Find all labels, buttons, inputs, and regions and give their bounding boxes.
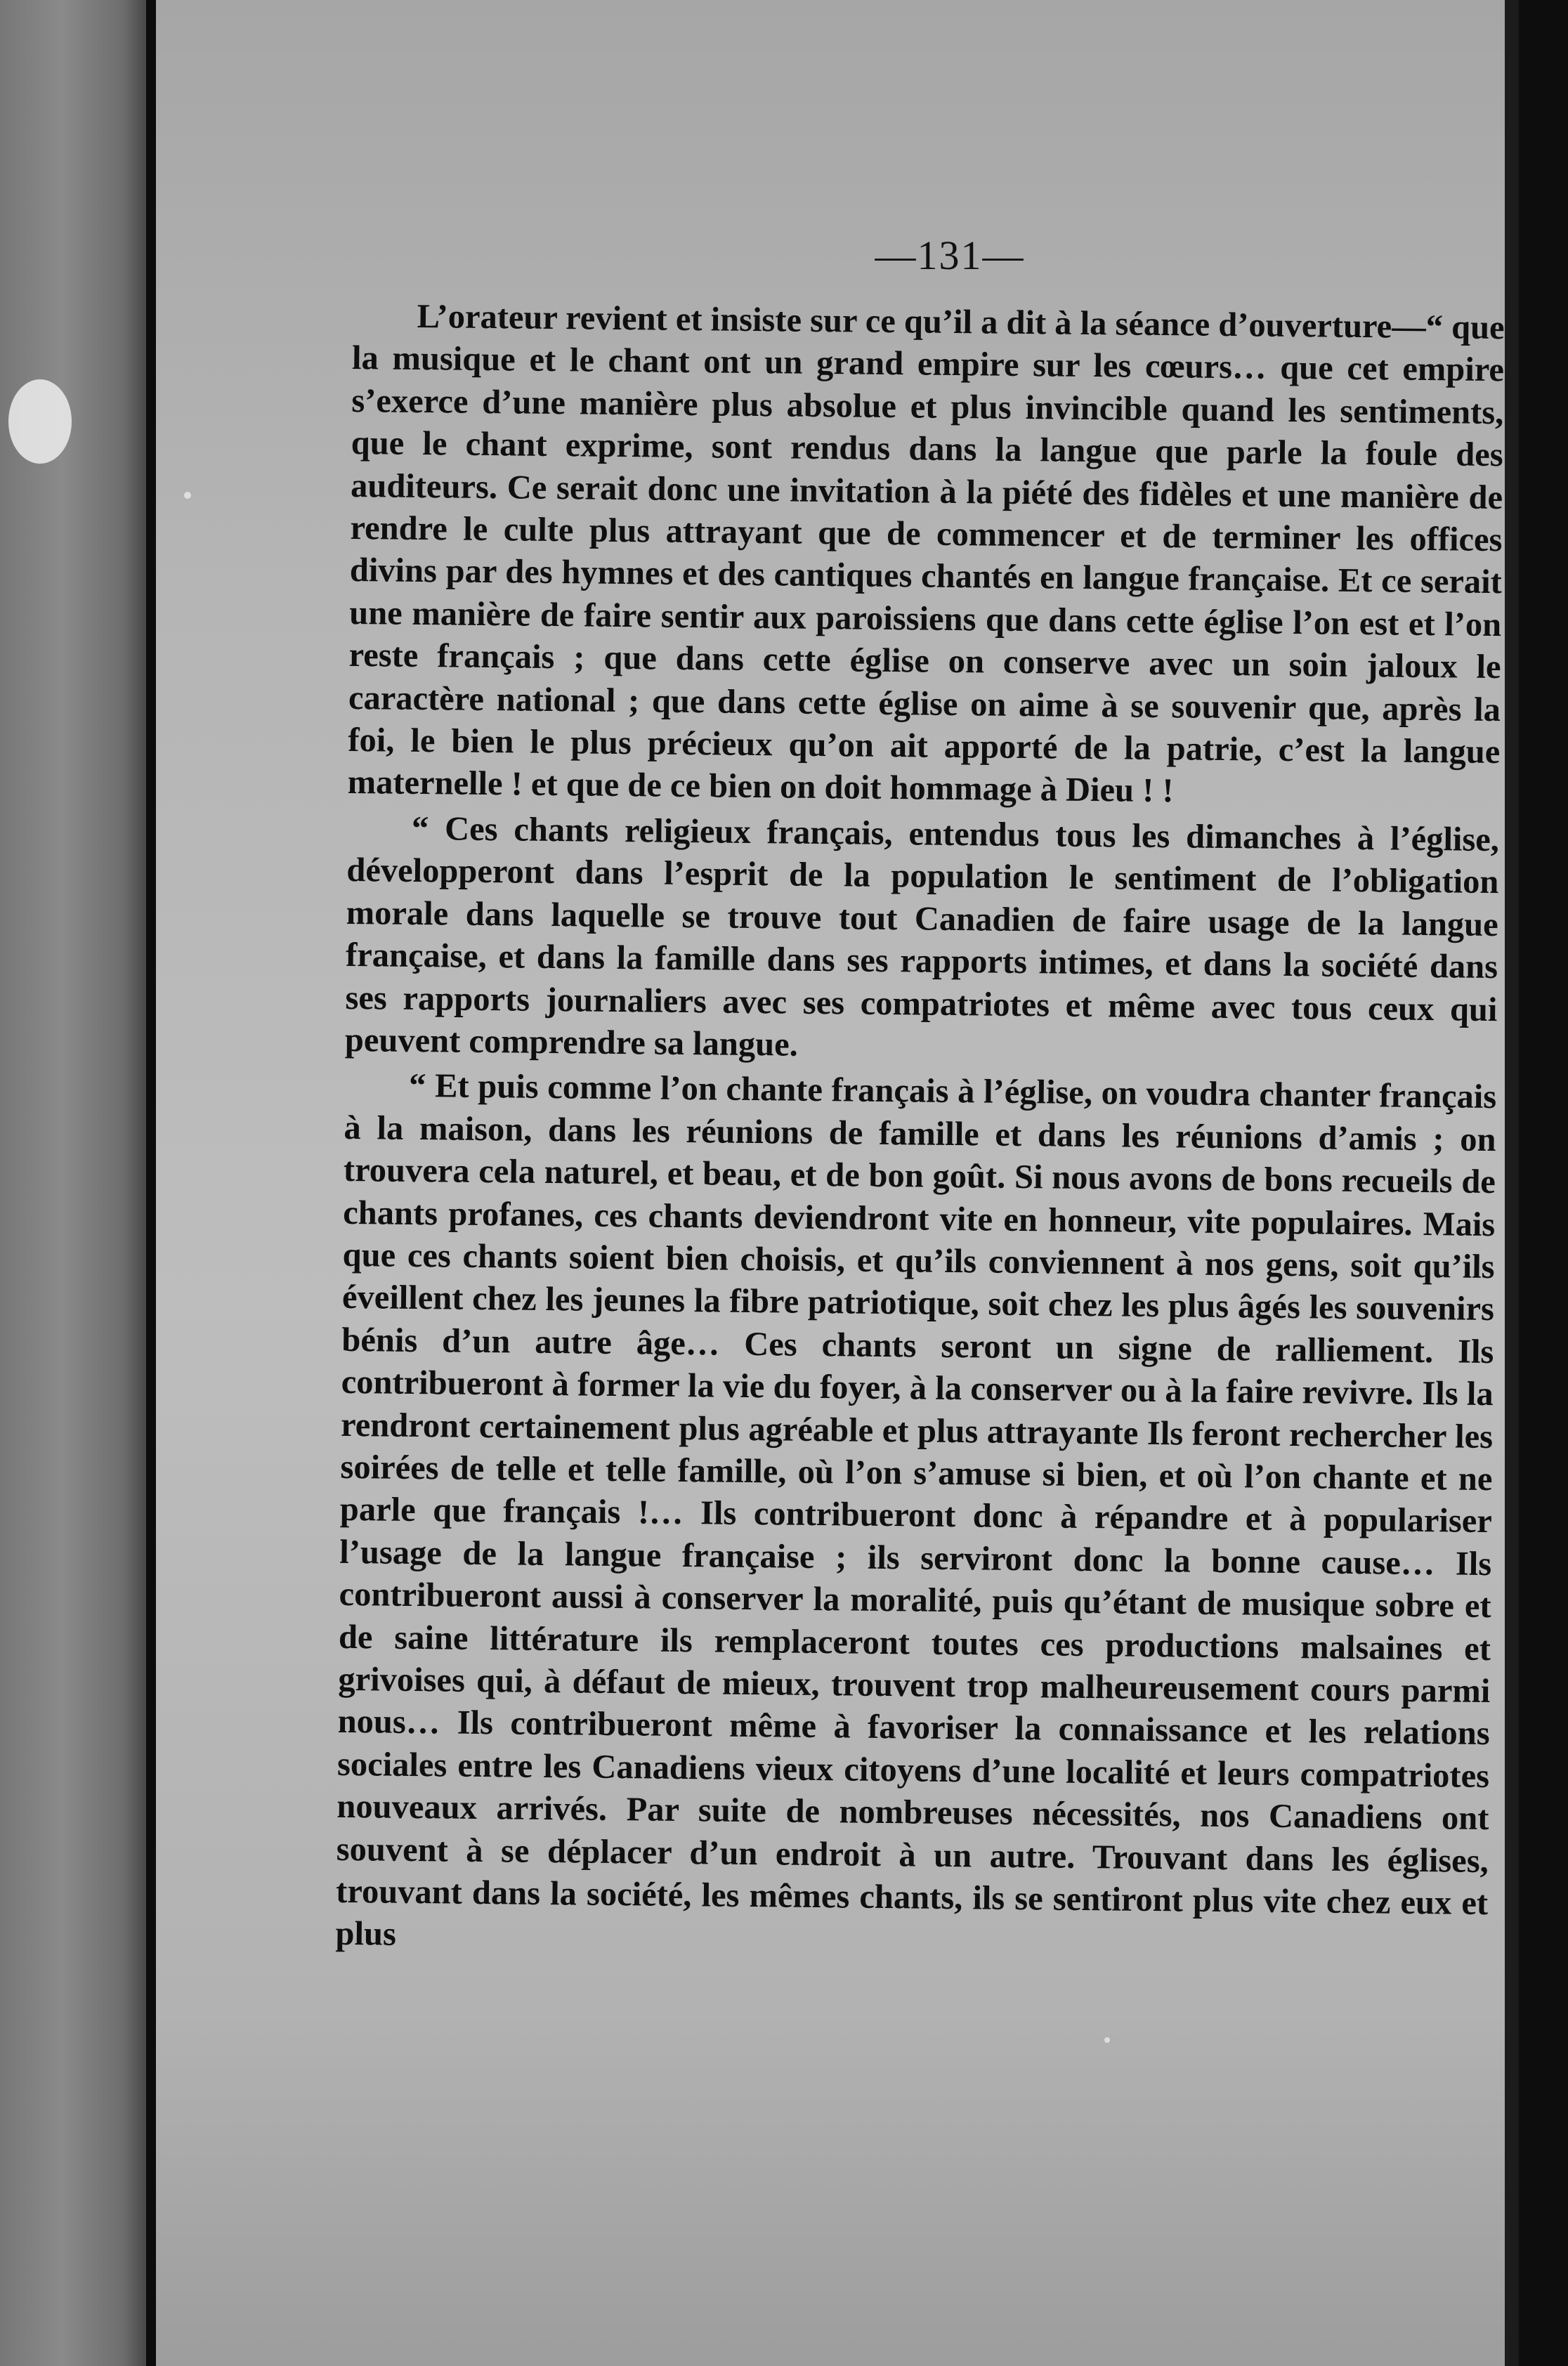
book-binding [0, 0, 155, 2366]
paragraph-2: “ Ces chants religieux français, entendus tous les dimanches à l’église, développeront dans l’esprit de la population le sentiment de l’obligation morale dans laquelle se trouve tout Canadien de faire usage de la langue française, et dans la famille dans ses rapports intimes, et dans la société dans ses rapports journaliers avec ses compatriotes et même avec tous ceux qui peuvent comprendre sa langue. [344, 809, 1500, 1064]
paragraph-1: L’orateur revient et insiste sur ce qu’il a dit à la séance d’ouverture—“ que la musique et le chant ont un grand empire sur les cœurs… que cet empire s’exerce d’une manière plus absolue et plus invincible quand les sentiments, que le chant exprime, sont rendus dans la langue que parle la foule des auditeurs. Ce serait donc une invitation à la piété des fidèles et une manière de rendre le culte plus attrayant que de commencer et de terminer les offices divins par des hymnes et des cantiques chantés en langue française. Et ce serait une manière de faire sentir aux paroissiens que dans cette église l’on est et l’on reste français ; que dans cette église on conserve avec un soin jaloux le caractère national ; que dans cette église on aime à se souvenir que, après la foi, le bien le plus précieux qu’on ait apporté de la patrie, c’est la langue maternelle ! et que de ce bien on doit hommage à Dieu ! ! [347, 297, 1505, 810]
paper-blemish [184, 492, 191, 499]
right-margin-shadow [1519, 0, 1568, 2366]
binding-edge [146, 0, 156, 2366]
body-text [335, 295, 1505, 1968]
paragraph-3: “ Et puis comme l’on chante français à l’église, on voudra chanter français à la maison, dans les réunions de famille et dans les réunions d’amis ; on trouvera cela naturel, et beau, et de bon goût. Si nous avons de bons recueils de chants profanes, ces chants deviendront vite en honneur, vite populaires. Mais que ces chants soient bien choisis, et qu’ils conviennent à nos gens, soit qu’ils éveillent chez les jeunes la fibre patriotique, soit chez les plus âgés les souvenirs bénis d’un autre âge… Ces chants seront un signe de ralliement. Ils contribueront à former la vie du foyer, à la conserver ou à la faire revivre. Ils la rendront certainement plus agréable et plus attrayante Ils feront rechercher les soirées de telle et telle famille, où l’on s’amuse si bien, et où l’on chante et ne parle que français !… Ils contribueront donc à répandre et à populariser l’usage de la langue française ; ils serviront donc la bonne cause… Ils contribueront aussi à conserver la moralité, puis qu’étant de musique sobre et de saine littérature ils remplaceront toutes ces productions malsaines et grivoises qui, à défaut de mieux, trouvent trop malheureusement cours parmi nous… Ils contribueront même à favoriser la connaissance et les relations sociales entre les Canadiens vieux citoyens d’une localité et leurs compatriotes nouveaux arrivés. Par suite de nombreuses nécessités, nos Canadiens ont souvent à se déplacer d’un endroit à un autre. Trouvant dans les églises, trouvant dans la société, les mêmes chants, ils se sentiront plus vite chez eux et plus [335, 1067, 1497, 1954]
paper-blemish [8, 379, 72, 464]
page-number: —131— [875, 233, 1025, 278]
book-page [156, 0, 1505, 2366]
paper-blemish [1104, 2037, 1110, 2043]
